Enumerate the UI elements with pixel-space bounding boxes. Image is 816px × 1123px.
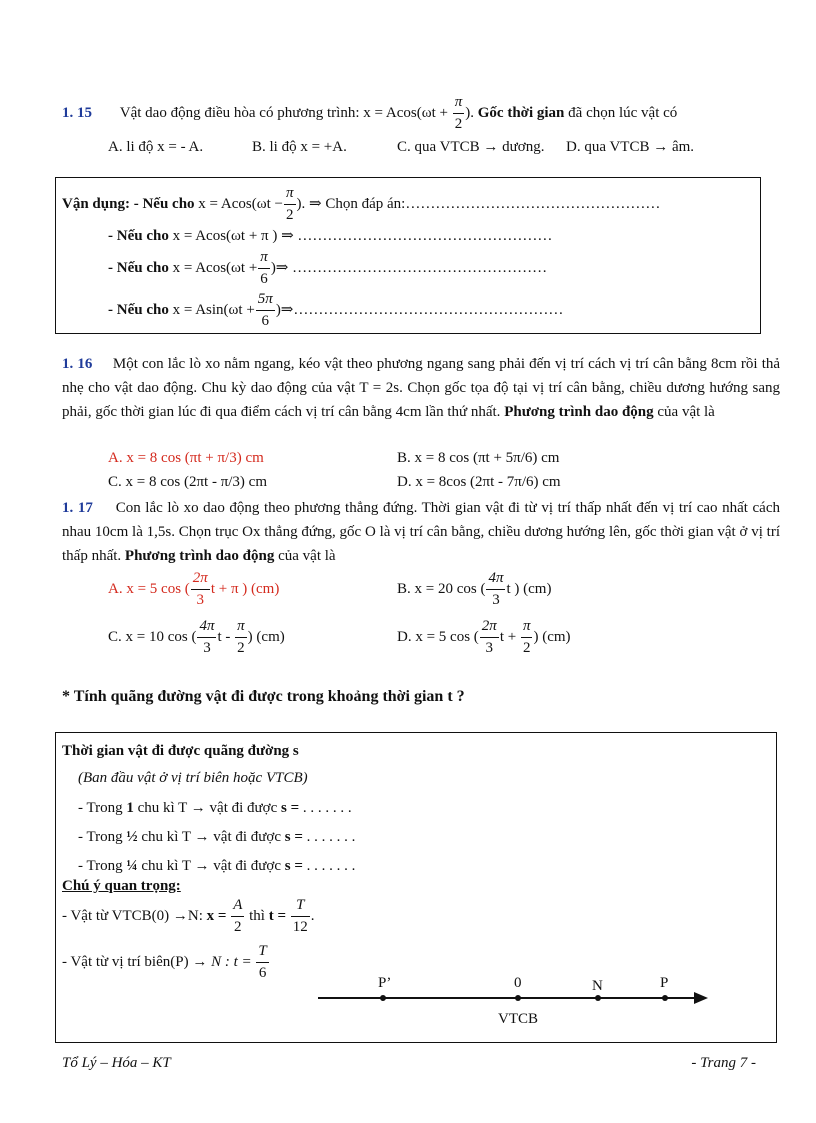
- axis-label-p: P: [660, 975, 669, 991]
- q116-option-c: C. x = 8 cos (2πt - π/3) cm: [108, 474, 268, 490]
- vandung-line-1: Vận dụng: - Nếu cho x = Acos(ωt − $\frac{\pi}{2}$ ). ⇒ Chọn đáp án:……………………………………………: [62, 185, 661, 223]
- fraction: $\frac{\pi}{2}$: [454, 94, 463, 133]
- q116-option-d: D. x = 8cos (2πt - 7π/6) cm: [397, 474, 561, 490]
- q117-option-a: A. x = 5 cos ( $\frac{2\pi}{3}$ t + π ) (cm): [108, 570, 280, 608]
- q115-option-a: A. li độ x = - A.: [108, 139, 204, 155]
- box2-title: Thời gian vật đi được quãng đường s: [62, 743, 299, 759]
- footer-right: - Trang 7 -: [691, 1055, 756, 1071]
- vandung-line-2: - Nếu cho x = Acos(ωt + π ) ⇒ ……………………………………………: [108, 228, 553, 244]
- point-p-prime: [380, 995, 386, 1001]
- box2-note-2: - Vật từ vị trí biên(P) → N : t = $\frac{T}{6}$: [62, 943, 267, 981]
- q116-stem: 1. 16 Một con lắc lò xo nằm ngang, kéo vật theo phương ngang sang phải đến vị trí cách vị trí cân bằng 8cm rồi thả nhẹ cho vật dao động. Chu kỳ dao động của vật T = 2s. Chọn gốc tọa độ tại vị trí cân bằng, chiều dương hướng sang phải, gốc thời gian lúc đi qua điểm cách vị trí cân bằng 4cm lần thứ nhất. Phương trình dao động của vật là: [62, 356, 781, 420]
- axis-label-o: 0: [514, 975, 522, 991]
- q115-stem: 1. 15 Vật dao động điều hòa có phương trình: x = Acos(ωt + $\frac{\pi}{2}$ ). Gốc thời gian đã chọn lúc vật có: [62, 94, 678, 133]
- point-p: [662, 995, 668, 1001]
- q115-option-c: C. qua VTCB → dương.: [397, 139, 545, 155]
- box2-row-2: - Trong ½ chu kì T → vật đi được s = . . . . . . .: [78, 829, 356, 845]
- axis-label-n: N: [592, 978, 603, 994]
- q115-option-d: D. qua VTCB → âm.: [566, 139, 695, 155]
- q115-option-b: B. li độ x = +A.: [252, 139, 347, 155]
- axis-arrowhead: [694, 992, 708, 1004]
- axis-label-vtcb: VTCB: [498, 1011, 539, 1027]
- q117-option-c: C. x = 10 cos ( $\frac{4\pi}{3}$ t - $\frac{\pi}{2}$ ) (cm): [108, 618, 285, 656]
- box2-row-3: - Trong ¼ chu kì T → vật đi được s = . . . . . . .: [78, 858, 356, 874]
- q115-number: 1. 15: [62, 105, 92, 121]
- q116-option-a: A. x = 8 cos (πt + π/3) cm: [108, 450, 264, 466]
- section-heading: * Tính quãng đường vật đi được trong khoảng thời gian t ?: [62, 688, 465, 705]
- point-n: [595, 995, 601, 1001]
- vandung-line-4: - Nếu cho x = Asin(ωt + $\frac{5\pi}{6}$ )⇒………………………………………………: [108, 291, 564, 329]
- box2-row-1: - Trong 1 chu kì T → vật đi được s = . . . . . . .: [78, 800, 352, 816]
- q117-stem: 1. 17 Con lắc lò xo dao động theo phương thẳng đứng. Thời gian vật đi từ vị trí thấp nhất đến vị trí cao nhất cách nhau 10cm là 1,5s. Chọn trục Ox thẳng đứng, gốc O là vị trí cân bằng, chiều dương hướng lên, gốc thời gian vật ở vị trí thấp nhất. Phương trình dao động của vật là: [62, 500, 780, 564]
- box2-subtitle: (Ban đầu vật ở vị trí biên hoặc VTCB): [78, 770, 308, 786]
- box2-note-heading: Chú ý quan trọng:: [62, 878, 181, 894]
- q117-option-b: B. x = 20 cos ( $\frac{4\pi}{3}$ t ) (cm): [397, 570, 552, 608]
- axis-label-p-prime: P’: [378, 975, 392, 991]
- q117-option-d: D. x = 5 cos ( $\frac{2\pi}{3}$ t + $\frac{\pi}{2}$ ) (cm): [397, 618, 571, 656]
- box2-note-1: - Vật từ VTCB(0) →N: x = $\frac{A}{2}$ thì t = $\frac{T}{12}$ .: [62, 897, 315, 935]
- point-o: [515, 995, 521, 1001]
- footer-left: Tổ Lý – Hóa – KT: [62, 1055, 171, 1071]
- vandung-line-3: - Nếu cho x = Acos(ωt + $\frac{\pi}{6}$ )⇒ ……………………………………………: [108, 249, 548, 287]
- q116-option-b: B. x = 8 cos (πt + 5π/6) cm: [397, 450, 560, 466]
